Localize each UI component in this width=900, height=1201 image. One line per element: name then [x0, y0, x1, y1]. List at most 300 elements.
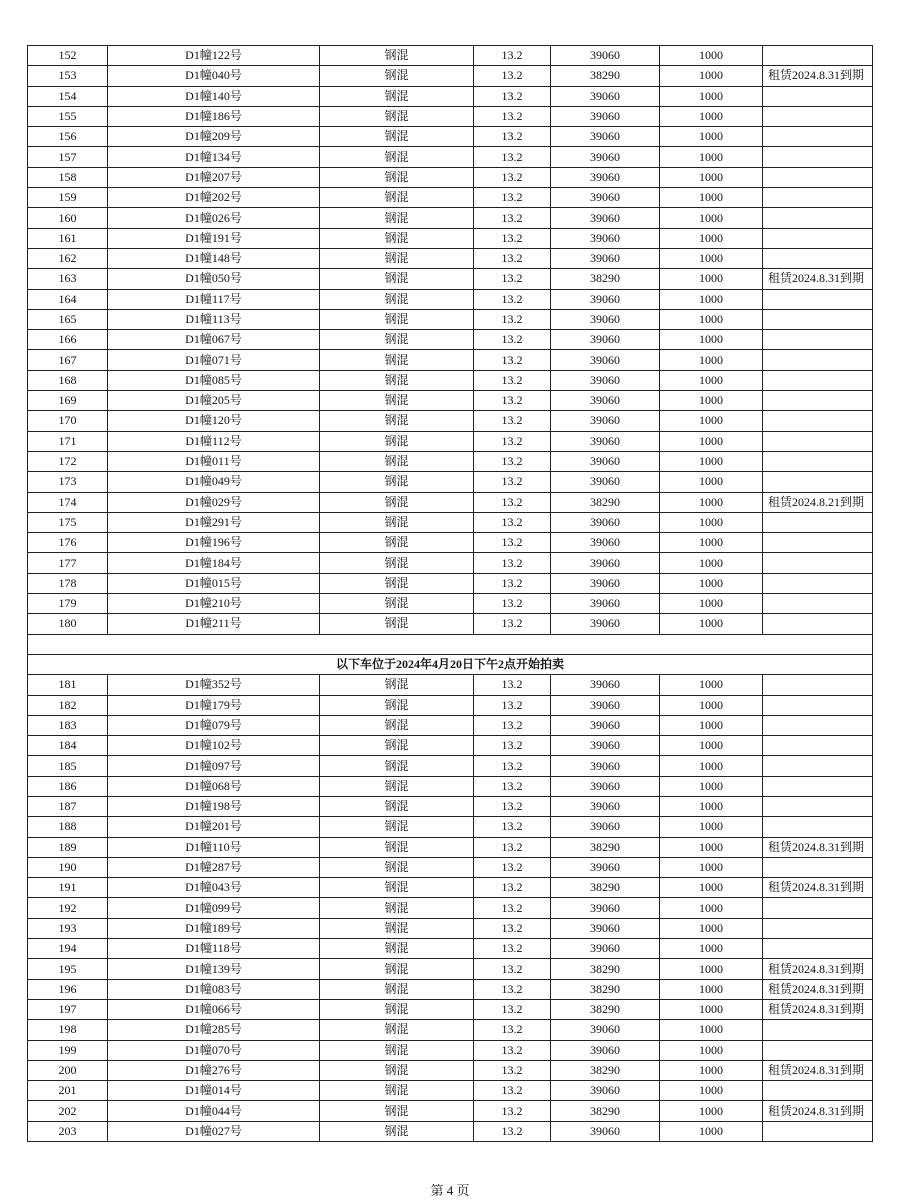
cell-lot-id: D1幢040号 — [108, 66, 320, 86]
cell-price: 38290 — [551, 1101, 660, 1121]
cell-deposit: 1000 — [660, 979, 763, 999]
cell-structure: 钢混 — [320, 756, 474, 776]
cell-price: 39060 — [551, 533, 660, 553]
cell-lot-id: D1幢014号 — [108, 1081, 320, 1101]
cell-note — [763, 451, 873, 471]
cell-note — [763, 86, 873, 106]
table-row — [28, 86, 873, 106]
cell-area: 13.2 — [474, 817, 551, 837]
section-header-row — [28, 654, 873, 674]
blank-cell — [28, 634, 873, 654]
cell-row-number: 180 — [28, 614, 108, 634]
cell-lot-id: D1幢117号 — [108, 289, 320, 309]
cell-area: 13.2 — [474, 614, 551, 634]
cell-note — [763, 553, 873, 573]
table-row — [28, 533, 873, 553]
table-row — [28, 66, 873, 86]
cell-area: 13.2 — [474, 675, 551, 695]
cell-structure: 钢混 — [320, 878, 474, 898]
cell-structure: 钢混 — [320, 533, 474, 553]
cell-price: 39060 — [551, 167, 660, 187]
cell-deposit: 1000 — [660, 127, 763, 147]
cell-note — [763, 330, 873, 350]
cell-lot-id: D1幢196号 — [108, 533, 320, 553]
cell-deposit: 1000 — [660, 370, 763, 390]
cell-area: 13.2 — [474, 167, 551, 187]
cell-area: 13.2 — [474, 330, 551, 350]
cell-deposit: 1000 — [660, 614, 763, 634]
cell-structure: 钢混 — [320, 431, 474, 451]
cell-price: 39060 — [551, 46, 660, 66]
cell-row-number: 166 — [28, 330, 108, 350]
cell-note — [763, 127, 873, 147]
cell-price: 38290 — [551, 492, 660, 512]
table-row — [28, 878, 873, 898]
cell-lot-id: D1幢112号 — [108, 431, 320, 451]
cell-area: 13.2 — [474, 1121, 551, 1141]
cell-lot-id: D1幢085号 — [108, 370, 320, 390]
cell-row-number: 201 — [28, 1081, 108, 1101]
cell-row-number: 184 — [28, 736, 108, 756]
cell-lot-id: D1幢291号 — [108, 512, 320, 532]
cell-deposit: 1000 — [660, 248, 763, 268]
cell-structure: 钢混 — [320, 350, 474, 370]
parking-lot-table — [27, 45, 873, 1142]
cell-note — [763, 147, 873, 167]
cell-deposit: 1000 — [660, 533, 763, 553]
table-row — [28, 208, 873, 228]
table-row — [28, 512, 873, 532]
table-row — [28, 451, 873, 471]
cell-note — [763, 817, 873, 837]
table-row — [28, 350, 873, 370]
cell-row-number: 203 — [28, 1121, 108, 1141]
cell-price: 39060 — [551, 614, 660, 634]
cell-deposit: 1000 — [660, 451, 763, 471]
cell-note — [763, 350, 873, 370]
cell-area: 13.2 — [474, 208, 551, 228]
cell-deposit: 1000 — [660, 675, 763, 695]
cell-lot-id: D1幢011号 — [108, 451, 320, 471]
table-row — [28, 553, 873, 573]
cell-deposit: 1000 — [660, 106, 763, 126]
cell-area: 13.2 — [474, 1081, 551, 1101]
cell-lot-id: D1幢050号 — [108, 269, 320, 289]
cell-lot-id: D1幢139号 — [108, 959, 320, 979]
cell-area: 13.2 — [474, 898, 551, 918]
cell-area: 13.2 — [474, 715, 551, 735]
cell-lot-id: D1幢134号 — [108, 147, 320, 167]
cell-row-number: 199 — [28, 1040, 108, 1060]
cell-note — [763, 736, 873, 756]
cell-row-number: 188 — [28, 817, 108, 837]
cell-note — [763, 512, 873, 532]
table-row — [28, 370, 873, 390]
cell-area: 13.2 — [474, 127, 551, 147]
cell-structure: 钢混 — [320, 66, 474, 86]
cell-note — [763, 533, 873, 553]
cell-structure: 钢混 — [320, 1081, 474, 1101]
cell-structure: 钢混 — [320, 796, 474, 816]
cell-lot-id: D1幢083号 — [108, 979, 320, 999]
table-row — [28, 594, 873, 614]
cell-area: 13.2 — [474, 350, 551, 370]
cell-structure: 钢混 — [320, 370, 474, 390]
cell-price: 39060 — [551, 451, 660, 471]
cell-deposit: 1000 — [660, 594, 763, 614]
cell-deposit: 1000 — [660, 1040, 763, 1060]
cell-deposit: 1000 — [660, 715, 763, 735]
table-row — [28, 167, 873, 187]
cell-deposit: 1000 — [660, 86, 763, 106]
cell-note — [763, 391, 873, 411]
cell-lot-id: D1幢179号 — [108, 695, 320, 715]
cell-price: 39060 — [551, 1020, 660, 1040]
cell-structure: 钢混 — [320, 1101, 474, 1121]
cell-lot-id: D1幢202号 — [108, 188, 320, 208]
cell-lot-id: D1幢049号 — [108, 472, 320, 492]
cell-price: 38290 — [551, 878, 660, 898]
cell-deposit: 1000 — [660, 289, 763, 309]
cell-deposit: 1000 — [660, 66, 763, 86]
cell-row-number: 169 — [28, 391, 108, 411]
cell-lot-id: D1幢207号 — [108, 167, 320, 187]
cell-deposit: 1000 — [660, 147, 763, 167]
cell-area: 13.2 — [474, 391, 551, 411]
cell-structure: 钢混 — [320, 248, 474, 268]
cell-price: 39060 — [551, 188, 660, 208]
cell-note: 租赁2024.8.31到期 — [763, 979, 873, 999]
table-row — [28, 46, 873, 66]
cell-row-number: 182 — [28, 695, 108, 715]
cell-lot-id: D1幢110号 — [108, 837, 320, 857]
table-body — [28, 46, 873, 1142]
cell-price: 39060 — [551, 553, 660, 573]
cell-structure: 钢混 — [320, 857, 474, 877]
cell-lot-id: D1幢044号 — [108, 1101, 320, 1121]
cell-deposit: 1000 — [660, 796, 763, 816]
cell-row-number: 168 — [28, 370, 108, 390]
table-row — [28, 979, 873, 999]
cell-price: 39060 — [551, 817, 660, 837]
table-row — [28, 736, 873, 756]
cell-price: 39060 — [551, 391, 660, 411]
table-row — [28, 1060, 873, 1080]
cell-note: 租赁2024.8.31到期 — [763, 269, 873, 289]
table-row — [28, 269, 873, 289]
cell-structure: 钢混 — [320, 188, 474, 208]
cell-lot-id: D1幢068号 — [108, 776, 320, 796]
table-row — [28, 472, 873, 492]
cell-area: 13.2 — [474, 837, 551, 857]
cell-deposit: 1000 — [660, 1020, 763, 1040]
cell-row-number: 154 — [28, 86, 108, 106]
cell-price: 39060 — [551, 939, 660, 959]
cell-row-number: 155 — [28, 106, 108, 126]
cell-structure: 钢混 — [320, 573, 474, 593]
cell-price: 39060 — [551, 1121, 660, 1141]
cell-price: 38290 — [551, 959, 660, 979]
cell-note — [763, 675, 873, 695]
table-row — [28, 715, 873, 735]
cell-structure: 钢混 — [320, 898, 474, 918]
cell-deposit: 1000 — [660, 309, 763, 329]
cell-deposit: 1000 — [660, 228, 763, 248]
cell-row-number: 156 — [28, 127, 108, 147]
cell-area: 13.2 — [474, 878, 551, 898]
cell-note: 租赁2024.8.31到期 — [763, 837, 873, 857]
cell-price: 38290 — [551, 999, 660, 1019]
cell-deposit: 1000 — [660, 776, 763, 796]
cell-structure: 钢混 — [320, 1121, 474, 1141]
cell-row-number: 174 — [28, 492, 108, 512]
cell-structure: 钢混 — [320, 411, 474, 431]
cell-note — [763, 573, 873, 593]
cell-structure: 钢混 — [320, 492, 474, 512]
cell-lot-id: D1幢276号 — [108, 1060, 320, 1080]
cell-area: 13.2 — [474, 979, 551, 999]
cell-note — [763, 1020, 873, 1040]
cell-structure: 钢混 — [320, 472, 474, 492]
cell-lot-id: D1幢120号 — [108, 411, 320, 431]
cell-structure: 钢混 — [320, 939, 474, 959]
cell-lot-id: D1幢205号 — [108, 391, 320, 411]
cell-lot-id: D1幢067号 — [108, 330, 320, 350]
cell-note — [763, 289, 873, 309]
cell-note: 租赁2024.8.31到期 — [763, 999, 873, 1019]
cell-area: 13.2 — [474, 451, 551, 471]
cell-note — [763, 857, 873, 877]
cell-price: 39060 — [551, 472, 660, 492]
cell-lot-id: D1幢102号 — [108, 736, 320, 756]
cell-structure: 钢混 — [320, 614, 474, 634]
cell-area: 13.2 — [474, 553, 551, 573]
cell-area: 13.2 — [474, 533, 551, 553]
cell-price: 39060 — [551, 106, 660, 126]
cell-price: 39060 — [551, 309, 660, 329]
cell-price: 39060 — [551, 208, 660, 228]
cell-price: 38290 — [551, 1060, 660, 1080]
cell-price: 39060 — [551, 350, 660, 370]
cell-row-number: 164 — [28, 289, 108, 309]
cell-note — [763, 715, 873, 735]
cell-area: 13.2 — [474, 472, 551, 492]
cell-area: 13.2 — [474, 106, 551, 126]
cell-row-number: 194 — [28, 939, 108, 959]
cell-deposit: 1000 — [660, 736, 763, 756]
cell-deposit: 1000 — [660, 411, 763, 431]
cell-deposit: 1000 — [660, 512, 763, 532]
cell-structure: 钢混 — [320, 147, 474, 167]
cell-structure: 钢混 — [320, 594, 474, 614]
cell-note: 租赁2024.8.31到期 — [763, 66, 873, 86]
table-row — [28, 695, 873, 715]
cell-deposit: 1000 — [660, 492, 763, 512]
cell-structure: 钢混 — [320, 1060, 474, 1080]
cell-row-number: 171 — [28, 431, 108, 451]
cell-area: 13.2 — [474, 796, 551, 816]
cell-lot-id: D1幢189号 — [108, 918, 320, 938]
cell-note: 租赁2024.8.31到期 — [763, 1101, 873, 1121]
cell-lot-id: D1幢027号 — [108, 1121, 320, 1141]
cell-structure: 钢混 — [320, 959, 474, 979]
cell-lot-id: D1幢079号 — [108, 715, 320, 735]
blank-row — [28, 634, 873, 654]
cell-price: 39060 — [551, 776, 660, 796]
cell-deposit: 1000 — [660, 46, 763, 66]
cell-row-number: 172 — [28, 451, 108, 471]
table-row — [28, 614, 873, 634]
cell-lot-id: D1幢099号 — [108, 898, 320, 918]
cell-price: 39060 — [551, 370, 660, 390]
cell-row-number: 165 — [28, 309, 108, 329]
cell-row-number: 167 — [28, 350, 108, 370]
cell-note — [763, 411, 873, 431]
cell-note — [763, 1081, 873, 1101]
cell-deposit: 1000 — [660, 756, 763, 776]
cell-lot-id: D1幢285号 — [108, 1020, 320, 1040]
cell-price: 39060 — [551, 1081, 660, 1101]
cell-lot-id: D1幢118号 — [108, 939, 320, 959]
table-row — [28, 127, 873, 147]
cell-lot-id: D1幢071号 — [108, 350, 320, 370]
cell-lot-id: D1幢140号 — [108, 86, 320, 106]
cell-area: 13.2 — [474, 1060, 551, 1080]
cell-area: 13.2 — [474, 999, 551, 1019]
cell-price: 39060 — [551, 1040, 660, 1060]
table-row — [28, 289, 873, 309]
cell-deposit: 1000 — [660, 167, 763, 187]
cell-note — [763, 228, 873, 248]
section-header: 以下车位于2024年4月20日下午2点开始拍卖 — [28, 654, 873, 674]
table-row — [28, 837, 873, 857]
table-row — [28, 147, 873, 167]
cell-deposit: 1000 — [660, 878, 763, 898]
table-row — [28, 999, 873, 1019]
cell-row-number: 202 — [28, 1101, 108, 1121]
cell-structure: 钢混 — [320, 776, 474, 796]
cell-structure: 钢混 — [320, 289, 474, 309]
cell-structure: 钢混 — [320, 330, 474, 350]
cell-structure: 钢混 — [320, 46, 474, 66]
cell-area: 13.2 — [474, 573, 551, 593]
cell-price: 38290 — [551, 269, 660, 289]
cell-row-number: 197 — [28, 999, 108, 1019]
cell-row-number: 192 — [28, 898, 108, 918]
cell-row-number: 191 — [28, 878, 108, 898]
cell-lot-id: D1幢209号 — [108, 127, 320, 147]
table-row — [28, 857, 873, 877]
cell-note — [763, 188, 873, 208]
cell-area: 13.2 — [474, 857, 551, 877]
cell-area: 13.2 — [474, 431, 551, 451]
cell-area: 13.2 — [474, 66, 551, 86]
cell-structure: 钢混 — [320, 918, 474, 938]
cell-price: 39060 — [551, 289, 660, 309]
cell-lot-id: D1幢043号 — [108, 878, 320, 898]
cell-area: 13.2 — [474, 411, 551, 431]
cell-structure: 钢混 — [320, 695, 474, 715]
cell-lot-id: D1幢015号 — [108, 573, 320, 593]
cell-row-number: 163 — [28, 269, 108, 289]
cell-lot-id: D1幢070号 — [108, 1040, 320, 1060]
cell-price: 39060 — [551, 147, 660, 167]
cell-row-number: 153 — [28, 66, 108, 86]
cell-row-number: 186 — [28, 776, 108, 796]
cell-area: 13.2 — [474, 594, 551, 614]
table-row — [28, 1101, 873, 1121]
cell-structure: 钢混 — [320, 391, 474, 411]
cell-price: 39060 — [551, 411, 660, 431]
cell-area: 13.2 — [474, 512, 551, 532]
cell-note — [763, 898, 873, 918]
cell-note — [763, 594, 873, 614]
cell-area: 13.2 — [474, 370, 551, 390]
cell-price: 39060 — [551, 228, 660, 248]
cell-price: 38290 — [551, 837, 660, 857]
cell-price: 39060 — [551, 918, 660, 938]
cell-row-number: 181 — [28, 675, 108, 695]
cell-structure: 钢混 — [320, 837, 474, 857]
cell-lot-id: D1幢097号 — [108, 756, 320, 776]
table-row — [28, 939, 873, 959]
cell-deposit: 1000 — [660, 553, 763, 573]
cell-note — [763, 167, 873, 187]
cell-price: 39060 — [551, 86, 660, 106]
table-row — [28, 1020, 873, 1040]
cell-price: 39060 — [551, 573, 660, 593]
cell-structure: 钢混 — [320, 736, 474, 756]
table-row — [28, 492, 873, 512]
cell-deposit: 1000 — [660, 1081, 763, 1101]
cell-row-number: 158 — [28, 167, 108, 187]
cell-row-number: 161 — [28, 228, 108, 248]
cell-lot-id: D1幢122号 — [108, 46, 320, 66]
cell-lot-id: D1幢066号 — [108, 999, 320, 1019]
cell-lot-id: D1幢148号 — [108, 248, 320, 268]
cell-row-number: 152 — [28, 46, 108, 66]
cell-structure: 钢混 — [320, 979, 474, 999]
cell-deposit: 1000 — [660, 918, 763, 938]
cell-price: 39060 — [551, 796, 660, 816]
cell-lot-id: D1幢287号 — [108, 857, 320, 877]
cell-area: 13.2 — [474, 918, 551, 938]
cell-row-number: 176 — [28, 533, 108, 553]
cell-price: 39060 — [551, 512, 660, 532]
table-row — [28, 309, 873, 329]
cell-deposit: 1000 — [660, 817, 763, 837]
cell-row-number: 173 — [28, 472, 108, 492]
cell-area: 13.2 — [474, 248, 551, 268]
cell-note — [763, 939, 873, 959]
cell-structure: 钢混 — [320, 999, 474, 1019]
table-row — [28, 391, 873, 411]
cell-note: 租赁2024.8.31到期 — [763, 878, 873, 898]
cell-price: 39060 — [551, 736, 660, 756]
cell-deposit: 1000 — [660, 573, 763, 593]
cell-price: 39060 — [551, 431, 660, 451]
cell-deposit: 1000 — [660, 695, 763, 715]
table-row — [28, 411, 873, 431]
cell-note — [763, 472, 873, 492]
table-row — [28, 573, 873, 593]
cell-price: 38290 — [551, 979, 660, 999]
table-row — [28, 675, 873, 695]
cell-note — [763, 248, 873, 268]
table-row — [28, 188, 873, 208]
cell-deposit: 1000 — [660, 857, 763, 877]
cell-row-number: 183 — [28, 715, 108, 735]
